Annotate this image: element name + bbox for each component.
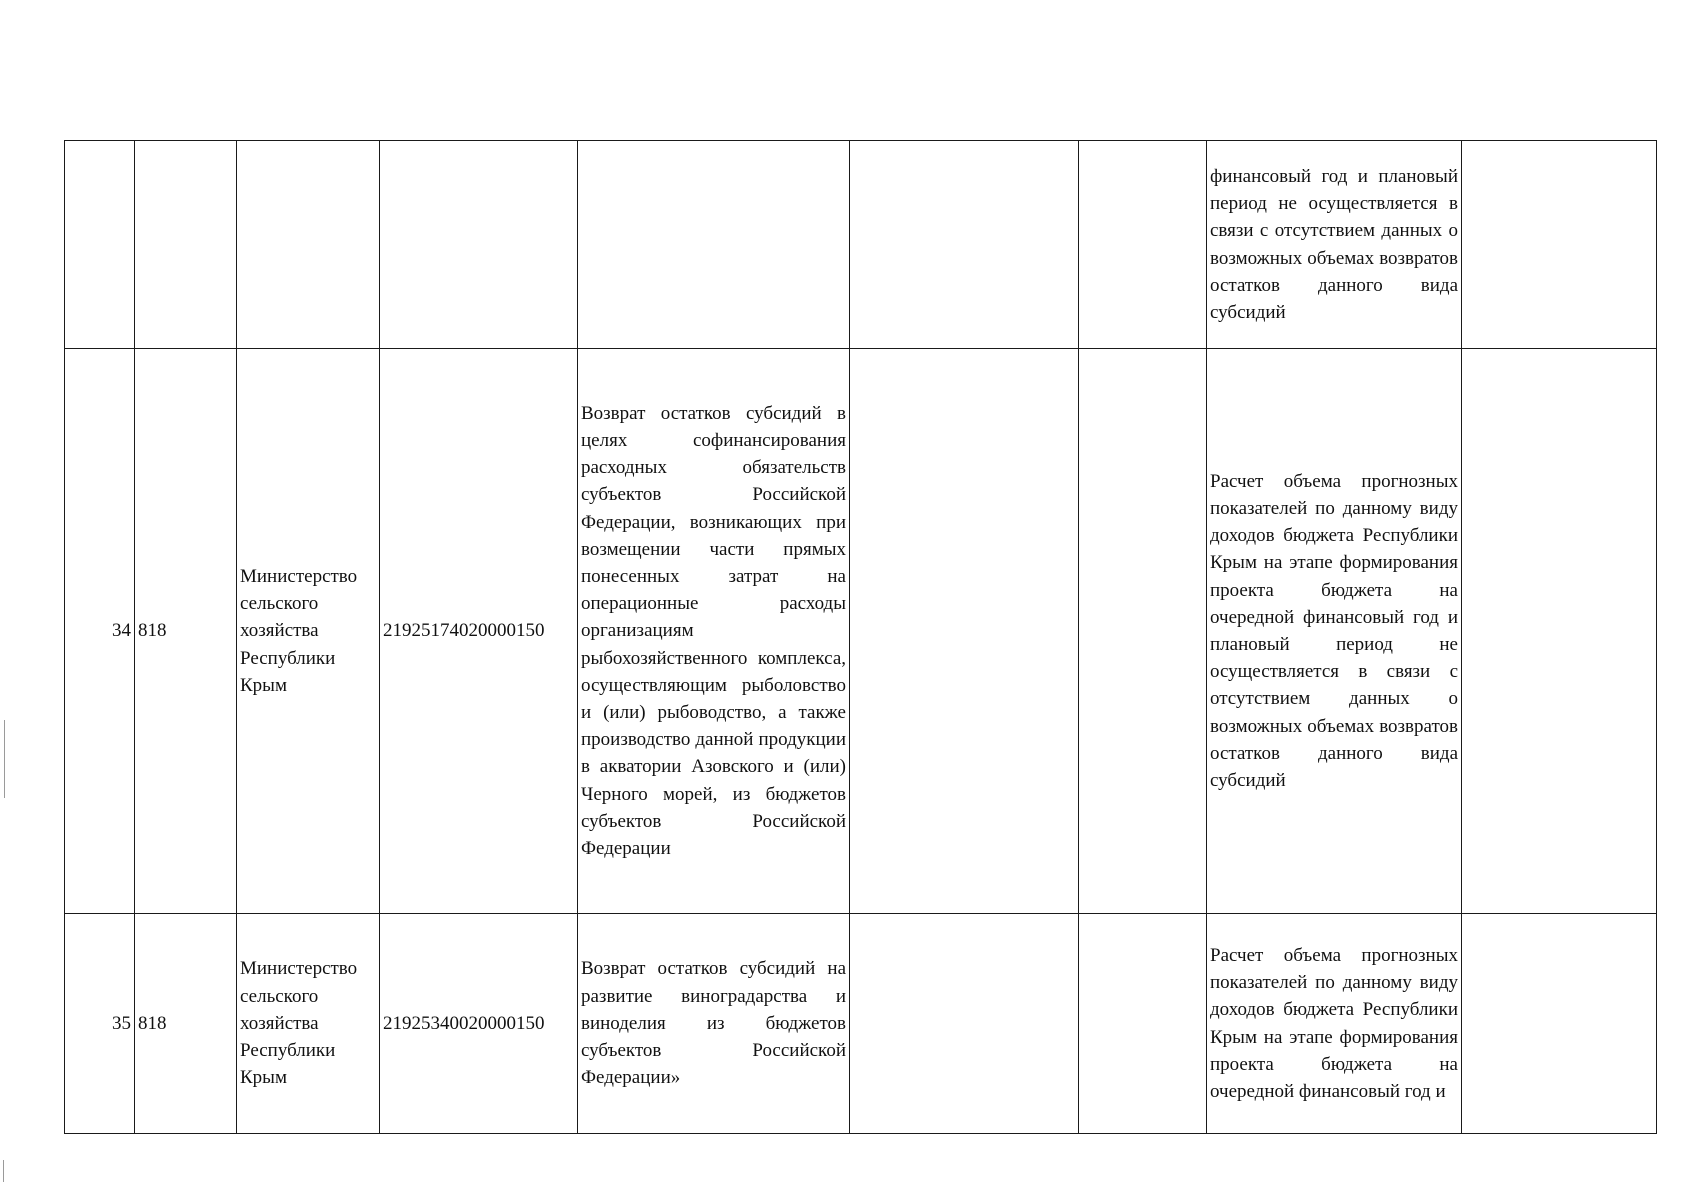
cell-empty-1 [850,349,1079,914]
method-text: финансовый год и плановый период не осуществляется в связи с отсутствием данных о возможных объемах возвратов остатков данного вида субсидий [1210,165,1458,323]
cell-administrator: Министерство сельского хозяйства Республики Крым [237,914,380,1134]
cell-method [1207,141,1462,349]
cell-administrator [237,141,380,349]
revenue-forecast-table [64,140,1657,1134]
cell-empty-1 [850,141,1079,349]
cell-description [578,141,850,349]
cell-administrator: Министерство сельского хозяйства Республики Крым [237,349,380,914]
cell-description: Возврат остатков субсидий в целях софинансирования расходных обязательств субъектов Российской Федерации, возникающих при возмещении части прямых понесенных затрат на операционные расходы организациям рыбохозяйственного комплекса, осуществляющим рыболовство и (или) рыбоводство, а также производство данной продукции в акватории Азовского и (или) Черного морей, из бюджетов субъектов Российской Федерации [578,349,850,914]
cell-empty-3 [1462,914,1657,1134]
cell-empty-2 [1079,349,1207,914]
cell-empty-3 [1462,141,1657,349]
cell-code: 818 [135,349,237,914]
cell-empty-3 [1462,349,1657,914]
cell-kbk: 21925340020000150 [380,914,578,1134]
cell-number: 34 [65,349,135,914]
cell-method: Расчет объема прогнозных показателей по данному виду доходов бюджета Республики Крым на этапе формирования проекта бюджета на очередной финансовый год и плановый период не осуществляется в связи с отсутствием данных о возможных объемах возвратов остатков данного вида субсидий [1207,349,1462,914]
cell-empty-1 [850,914,1079,1134]
scan-artifact-bottom-left [3,1160,4,1182]
cell-code [135,141,237,349]
table-row-continuation [65,141,1657,349]
cell-number: 35 [65,914,135,1134]
table-row [65,914,1657,1134]
cell-empty-2 [1079,914,1207,1134]
cell-kbk: 21925174020000150 [380,349,578,914]
cell-code: 818 [135,914,237,1134]
cell-number [65,141,135,349]
scan-artifact-left [4,720,5,798]
table-row [65,349,1657,914]
cell-method: Расчет объема прогнозных показателей по данному виду доходов бюджета Республики Крым на этапе формирования проекта бюджета на очередной финансовый год и [1207,914,1462,1134]
cell-description: Возврат остатков субсидий на развитие виноградарства и виноделия из бюджетов субъектов Российской Федерации» [578,914,850,1134]
cell-empty-2 [1079,141,1207,349]
cell-kbk [380,141,578,349]
